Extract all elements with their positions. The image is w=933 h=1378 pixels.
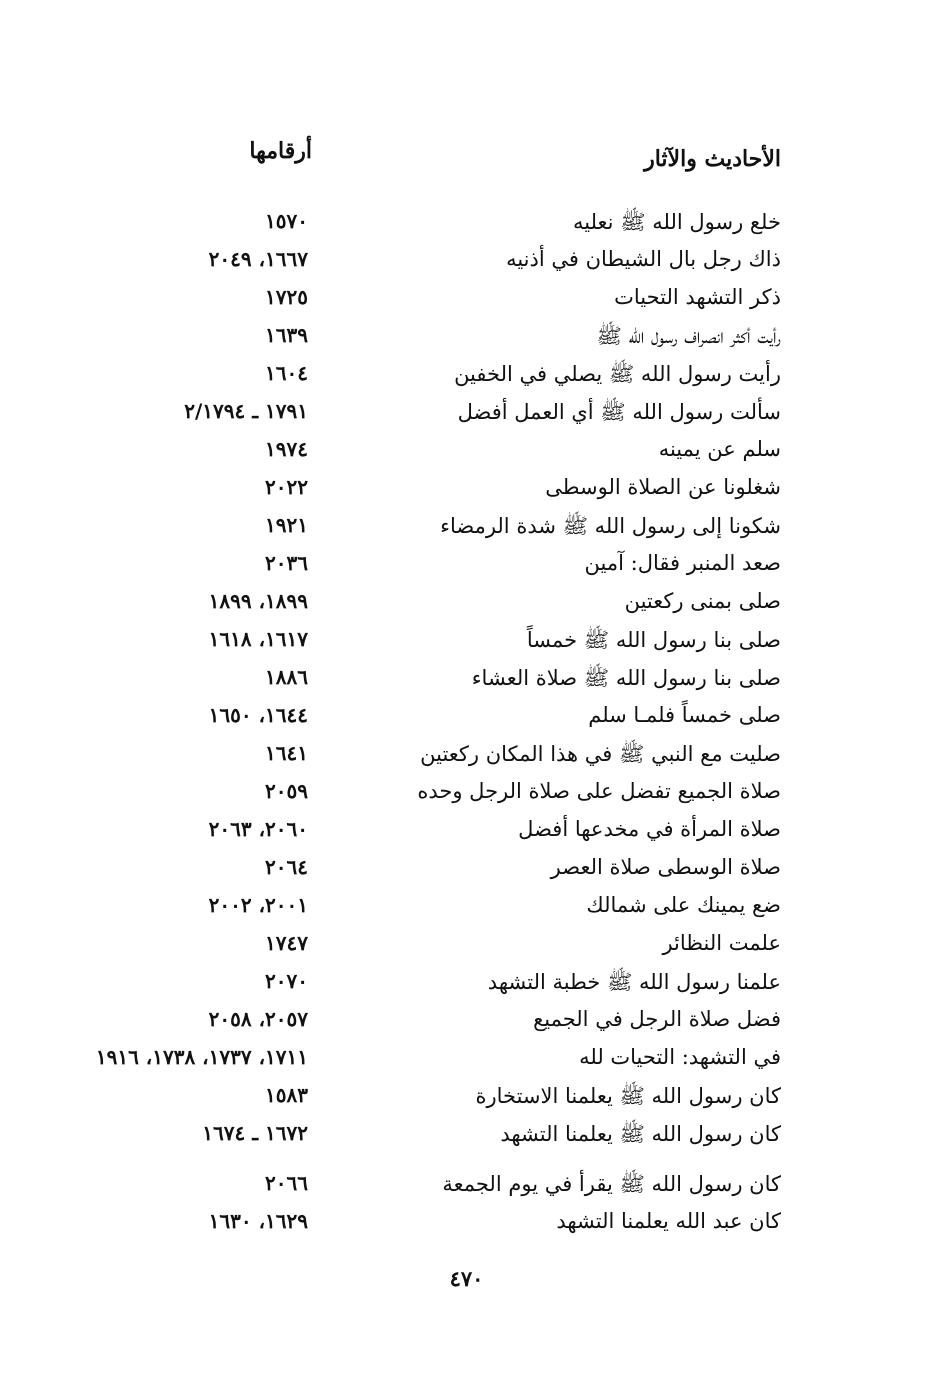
index-row bbox=[0, 1117, 933, 1155]
index-row bbox=[0, 509, 933, 547]
index-row bbox=[0, 889, 933, 927]
index-row bbox=[0, 281, 933, 319]
hadith-numbers: ١٦٣٩ bbox=[265, 323, 308, 347]
hadith-numbers: ٢٠٥٩ bbox=[265, 779, 308, 803]
hadith-numbers: ٢٠٧٠ bbox=[265, 969, 308, 993]
index-row bbox=[0, 395, 933, 433]
hadith-numbers: ٢٠٠١، ٢٠٠٢ bbox=[208, 893, 308, 917]
hadith-text: ضع يمينك على شمالك bbox=[586, 893, 781, 917]
hadith-text: صلى بمنى ركعتين bbox=[624, 589, 781, 613]
index-row bbox=[0, 775, 933, 813]
index-row bbox=[0, 851, 933, 889]
index-row bbox=[0, 927, 933, 965]
index-row bbox=[0, 1167, 933, 1205]
hadith-text: صلاة المرأة في مخدعها أفضل bbox=[518, 817, 781, 841]
header-hadith-column: الأحاديث والآثار bbox=[644, 146, 781, 172]
hadith-text: خلع رسول الله ﷺ نعليه bbox=[573, 210, 781, 234]
hadith-numbers: ١٨٨٦ bbox=[265, 665, 308, 689]
index-row bbox=[0, 1205, 933, 1243]
hadith-numbers: ١٦٦٧، ٢٠٤٩ bbox=[208, 247, 308, 271]
hadith-numbers: ١٧٩١ ـ ٢/١٧٩٤ bbox=[184, 399, 308, 423]
hadith-text: رأيت أكثر انصراف رسول الله ﷺ bbox=[596, 324, 781, 348]
hadith-text: كان رسول الله ﷺ يعلمنا الاستخارة bbox=[475, 1084, 781, 1108]
header-numbers-column: أرقامها bbox=[249, 138, 312, 164]
hadith-text: رأيت رسول الله ﷺ يصلي في الخفين bbox=[454, 362, 781, 386]
hadith-text: ذاك رجل بال الشيطان في أذنيه bbox=[506, 247, 781, 271]
hadith-numbers: ١٩٧٤ bbox=[265, 437, 308, 461]
index-row bbox=[0, 1003, 933, 1041]
hadith-numbers: ١٨٩٩، ١٨٩٩ bbox=[208, 589, 308, 613]
hadith-text: صلى بنا رسول الله ﷺ صلاة العشاء bbox=[471, 666, 781, 690]
index-row bbox=[0, 965, 933, 1003]
index-row bbox=[0, 737, 933, 775]
index-row bbox=[0, 319, 933, 357]
hadith-numbers: ٢٠٦٠، ٢٠٦٣ bbox=[208, 817, 308, 841]
hadith-numbers: ١٦١٧، ١٦١٨ bbox=[208, 627, 308, 651]
index-row bbox=[0, 661, 933, 699]
hadith-text: صليت مع النبي ﷺ في هذا المكان ركعتين bbox=[420, 742, 781, 766]
hadith-numbers: ١٧٢٥ bbox=[265, 285, 308, 309]
index-row bbox=[0, 471, 933, 509]
index-row bbox=[0, 1079, 933, 1117]
hadith-text: صلاة الجميع تفضل على صلاة الرجل وحده bbox=[417, 779, 781, 803]
index-row bbox=[0, 547, 933, 585]
index-row bbox=[0, 357, 933, 395]
hadith-text: علمت النظائر bbox=[662, 931, 781, 955]
hadith-numbers: ١٦٠٤ bbox=[265, 361, 308, 385]
index-table bbox=[0, 205, 933, 1243]
hadith-numbers: ٢٠٦٦ bbox=[265, 1171, 308, 1195]
index-row bbox=[0, 1041, 933, 1079]
index-row bbox=[0, 433, 933, 471]
hadith-text: صلى بنا رسول الله ﷺ خمساً bbox=[526, 628, 781, 652]
hadith-text: صلاة الوسطى صلاة العصر bbox=[550, 855, 781, 879]
hadith-numbers: ١٧١١، ١٧٣٧، ١٧٣٨، ١٩١٦ bbox=[95, 1045, 308, 1069]
page-number: ٤٧٠ bbox=[449, 1266, 484, 1291]
index-row bbox=[0, 623, 933, 661]
hadith-numbers: ١٦٧٢ ـ ١٦٧٤ bbox=[202, 1121, 308, 1145]
hadith-numbers: ١٧٤٧ bbox=[265, 931, 308, 955]
hadith-text: فضل صلاة الرجل في الجميع bbox=[533, 1007, 781, 1031]
index-row bbox=[0, 205, 933, 243]
hadith-numbers: ١٦٤٤، ١٦٥٠ bbox=[208, 703, 308, 727]
hadith-text: في التشهد: التحيات لله bbox=[579, 1045, 781, 1069]
hadith-numbers: ١٥٧٠ bbox=[265, 209, 308, 233]
hadith-text: كان عبد الله يعلمنا التشهد bbox=[556, 1209, 781, 1233]
hadith-text: صعد المنبر فقال: آمين bbox=[584, 551, 781, 575]
hadith-numbers: ١٩٢١ bbox=[265, 513, 308, 537]
hadith-numbers: ٢٠٣٦ bbox=[265, 551, 308, 575]
hadith-text: شغلونا عن الصلاة الوسطى bbox=[545, 475, 781, 499]
index-header bbox=[0, 138, 933, 178]
hadith-text: سألت رسول الله ﷺ أي العمل أفضل bbox=[457, 400, 781, 424]
index-row bbox=[0, 585, 933, 623]
index-row bbox=[0, 813, 933, 851]
hadith-text: ذكر التشهد التحيات bbox=[614, 285, 781, 309]
hadith-numbers: ١٥٨٣ bbox=[265, 1083, 308, 1107]
index-row bbox=[0, 699, 933, 737]
hadith-numbers: ٢٠٢٢ bbox=[265, 475, 308, 499]
hadith-numbers: ١٦٤١ bbox=[265, 741, 308, 765]
hadith-numbers: ٢٠٥٧، ٢٠٥٨ bbox=[208, 1007, 308, 1031]
hadith-text: علمنا رسول الله ﷺ خطبة التشهد bbox=[487, 970, 781, 994]
hadith-text: سلم عن يمينه bbox=[658, 437, 781, 461]
hadith-text: كان رسول الله ﷺ يعلمنا التشهد bbox=[500, 1122, 781, 1146]
hadith-text: كان رسول الله ﷺ يقرأ في يوم الجمعة bbox=[442, 1172, 781, 1196]
hadith-numbers: ١٦٢٩، ١٦٣٠ bbox=[208, 1209, 308, 1233]
hadith-text: شكونا إلى رسول الله ﷺ شدة الرمضاء bbox=[440, 514, 781, 538]
hadith-text: صلى خمساً فلمـا سلم bbox=[588, 703, 781, 727]
index-row bbox=[0, 243, 933, 281]
hadith-numbers: ٢٠٦٤ bbox=[265, 855, 308, 879]
